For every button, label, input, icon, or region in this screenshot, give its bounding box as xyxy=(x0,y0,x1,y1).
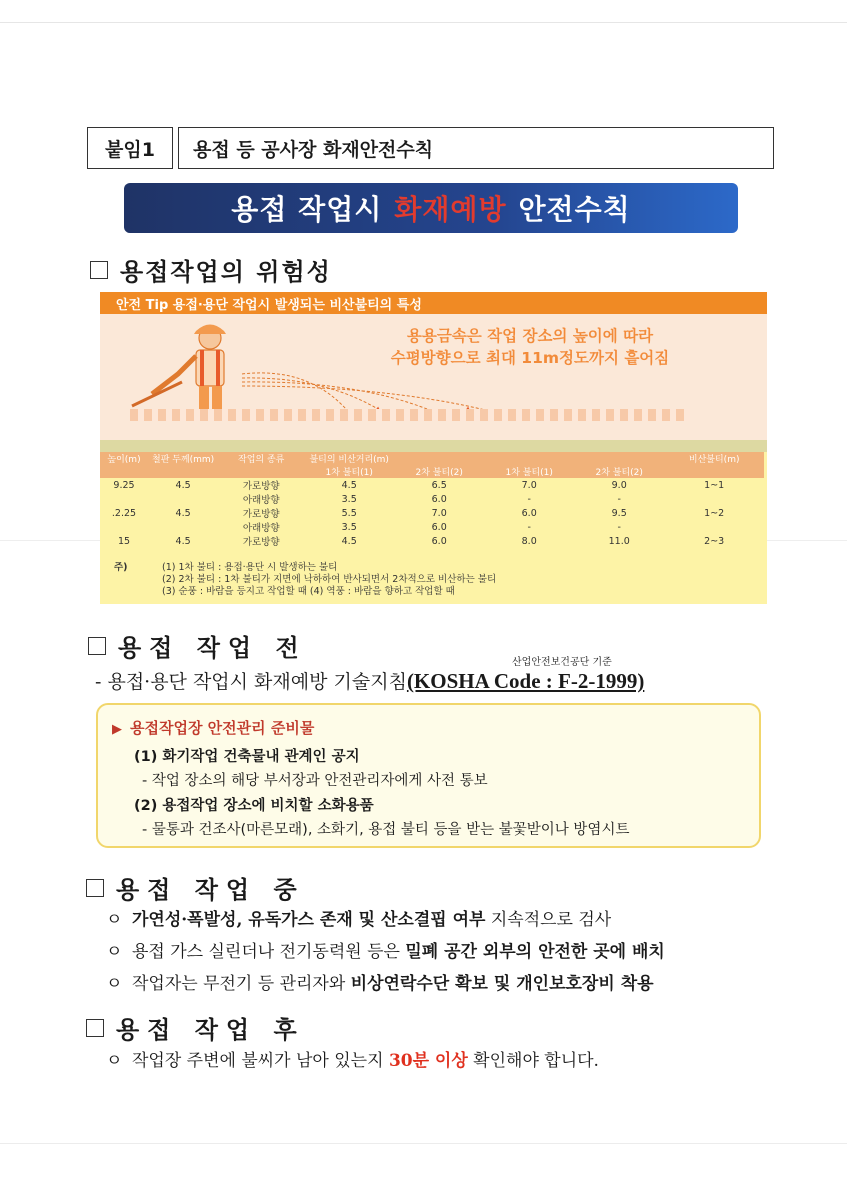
preparation-box xyxy=(96,703,761,848)
section-during xyxy=(86,870,305,905)
table-header-row xyxy=(100,452,764,465)
kosha-code: (KOSHA Code : F-2-1999) xyxy=(406,669,645,693)
table-header-cell: 1차 불티(1) xyxy=(304,465,394,478)
table-cell: 아래방향 xyxy=(242,495,280,506)
during-bullet xyxy=(106,969,654,994)
bullet-text: 작업자는 무전기 등 관리자와 xyxy=(132,974,351,994)
table-cell: 11.0 xyxy=(608,535,630,547)
table-header-cell: 2차 불티(2) xyxy=(394,465,484,478)
table-cell xyxy=(148,492,218,506)
table-header-cell xyxy=(664,465,764,478)
after-bullet xyxy=(106,1046,599,1071)
checkbox-square-icon xyxy=(90,261,108,279)
section-title: 용접 작업 중 xyxy=(116,876,305,904)
table-cell: 가로방향 xyxy=(242,509,280,520)
bullet-bold-text: 비상연락수단 확보 및 개인보호장비 착용 xyxy=(350,974,654,994)
table-cell: 6.0 xyxy=(431,535,447,547)
bullet-text: 작업장 주변에 불씨가 남아 있는지 xyxy=(132,1051,389,1071)
preparation-subitem: - 물통과 건조사(마른모래), 소화기, 용접 불티 등을 받는 불꽃받이나 방염시트 xyxy=(142,822,630,838)
table-cell: 가로방향 xyxy=(242,481,280,492)
table-cell: - xyxy=(617,493,621,505)
preparation-box-title xyxy=(112,717,314,738)
table-header-cell xyxy=(148,465,218,478)
infographic-message xyxy=(310,325,750,369)
table-header-row xyxy=(100,465,764,478)
table-cell: 6.0 xyxy=(431,521,447,533)
table-cell: 6.0 xyxy=(521,507,537,519)
standard-source-note: 산업안전보건공단 기준 xyxy=(512,657,612,668)
section-title: 용접작업의 위험성 xyxy=(120,258,332,286)
circle-bullet-icon: ㅇ xyxy=(106,942,123,962)
attachment-tag: 붙임1 xyxy=(87,127,173,169)
table-cell: 1~2 xyxy=(704,507,725,519)
spark-distance-table xyxy=(100,452,764,548)
table-header-cell xyxy=(218,465,304,478)
during-bullet xyxy=(106,937,665,962)
table-header-cell xyxy=(100,465,148,478)
table-cell xyxy=(664,492,764,506)
attachment-title: 용접 등 공사장 화재안전수칙 xyxy=(178,127,774,169)
table-cell xyxy=(100,492,148,506)
note-line: (1) 1차 불티 : 용접·용단 시 발생하는 불티 xyxy=(162,562,338,573)
table-cell: 3.5 xyxy=(341,493,357,505)
checkbox-square-icon xyxy=(88,637,106,655)
table-cell xyxy=(664,520,764,534)
table-cell: - xyxy=(527,493,531,505)
spark-table-area xyxy=(100,440,767,604)
section-title: 용접 작업 후 xyxy=(116,1016,305,1044)
table-cell xyxy=(100,520,148,534)
spark-infographic xyxy=(100,292,767,604)
table-cell: 1~1 xyxy=(704,479,725,491)
section-title: 용접 작업 전 xyxy=(118,634,307,662)
ground-stripe xyxy=(130,409,690,421)
table-row xyxy=(100,492,764,506)
circle-bullet-icon: ㅇ xyxy=(106,974,123,994)
table-cell: 8.0 xyxy=(521,535,537,547)
technical-guideline-line xyxy=(95,667,644,694)
table-row xyxy=(100,478,764,492)
table-cell: 4.5 xyxy=(175,479,191,491)
table-header-cell: 비산불티(m) xyxy=(664,452,764,465)
preparation-item: (2) 용접작업 장소에 비치할 소화용품 xyxy=(134,798,374,814)
circle-bullet-icon: ㅇ xyxy=(106,910,123,930)
table-cell: 4.5 xyxy=(175,507,191,519)
during-bullet xyxy=(106,905,611,930)
table-header-cell xyxy=(484,452,574,465)
table-header-cell xyxy=(394,452,484,465)
table-cell: 6.5 xyxy=(431,479,447,491)
table-row xyxy=(100,506,764,520)
scan-line xyxy=(0,1143,847,1144)
message-line: 수평방향으로 최대 11m정도까지 흩어짐 xyxy=(390,349,670,367)
table-cell: 9.5 xyxy=(611,507,627,519)
infographic-title-bar: 안전 Tip 용접·용단 작업시 발생되는 비산불티의 특성 xyxy=(100,292,767,314)
main-banner xyxy=(124,183,738,233)
attachment-header xyxy=(87,127,774,169)
guideline-text: - 용접·용단 작업시 화재예방 기술지침 xyxy=(95,671,407,693)
preparation-subitem: - 작업 장소의 해당 부서장과 안전관리자에게 사전 통보 xyxy=(142,773,488,789)
table-cell: - xyxy=(527,521,531,533)
table-cell: 4.5 xyxy=(175,535,191,547)
box-title-text: 용접작업장 안전관리 준비물 xyxy=(130,719,315,737)
table-cell: 4.5 xyxy=(341,535,357,547)
section-after xyxy=(86,1010,305,1045)
table-cell: 9.25 xyxy=(113,479,135,491)
table-row xyxy=(100,534,764,548)
table-header-cell: 철판 두께(mm) xyxy=(148,452,218,465)
table-cell: 7.0 xyxy=(431,507,447,519)
bullet-text: 용접 가스 실린더나 전기동력원 등은 xyxy=(132,942,406,962)
banner-text-pre: 용접 작업시 xyxy=(231,193,383,226)
scan-line xyxy=(0,22,847,23)
bullet-bold-text: 밀폐 공간 외부의 안전한 곳에 배치 xyxy=(405,942,665,962)
notes-label: 주) xyxy=(114,562,128,573)
table-cell: 2~3 xyxy=(704,535,725,547)
table-notes xyxy=(114,562,496,598)
table-row xyxy=(100,520,764,534)
note-line: (2) 2차 불티 : 1차 불티가 지면에 낙하하여 반사되면서 2차적으로 비산하는 불티 xyxy=(162,574,497,585)
bullet-highlight-text: 30분 이상 xyxy=(388,1051,468,1071)
circle-bullet-icon: ㅇ xyxy=(106,1051,123,1071)
bullet-bold-text: 가연성·폭발성, 유독가스 존재 및 산소결핍 여부 xyxy=(132,910,486,930)
banner-text-post: 안전수칙 xyxy=(518,193,631,226)
table-cell: - xyxy=(617,521,621,533)
table-header-cell: 작업의 종류 xyxy=(218,452,304,465)
table-cell: 4.5 xyxy=(341,479,357,491)
checkbox-square-icon xyxy=(86,1019,104,1037)
table-header-cell: 1차 불티(1) xyxy=(484,465,574,478)
section-before xyxy=(88,628,307,663)
table-cell: 6.0 xyxy=(431,493,447,505)
table-cell: 15 xyxy=(117,535,131,547)
table-cell: 아래방향 xyxy=(242,523,280,534)
table-header-cell: 불티의 비산거리(m) xyxy=(304,452,394,465)
table-top-strip xyxy=(100,440,767,452)
table-cell: 가로방향 xyxy=(242,537,280,548)
preparation-item: (1) 화기작업 건축물내 관계인 공지 xyxy=(134,749,360,765)
triangle-bullet-icon: ▶ xyxy=(112,722,122,737)
table-cell: 3.5 xyxy=(341,521,357,533)
bullet-text: 확인해야 합니다. xyxy=(467,1051,599,1071)
table-header-cell: 2차 불티(2) xyxy=(574,465,664,478)
table-header-cell xyxy=(574,452,664,465)
table-header-cell: 높이(m) xyxy=(100,452,148,465)
banner-text-highlight: 화재예방 xyxy=(394,193,507,226)
section-danger xyxy=(90,252,332,287)
table-cell: 5.5 xyxy=(341,507,357,519)
note-line: (3) 순풍 : 바람을 등지고 작업할 때 (4) 역풍 : 바람을 향하고 작업할 때 xyxy=(162,586,455,597)
message-line: 용용금속은 작업 장소의 높이에 따라 xyxy=(406,327,654,345)
table-cell: 9.0 xyxy=(611,479,627,491)
checkbox-square-icon xyxy=(86,879,104,897)
table-cell: 7.0 xyxy=(521,479,537,491)
table-cell: .2.25 xyxy=(111,507,137,519)
table-cell xyxy=(148,520,218,534)
bullet-text: 지속적으로 검사 xyxy=(485,910,612,930)
